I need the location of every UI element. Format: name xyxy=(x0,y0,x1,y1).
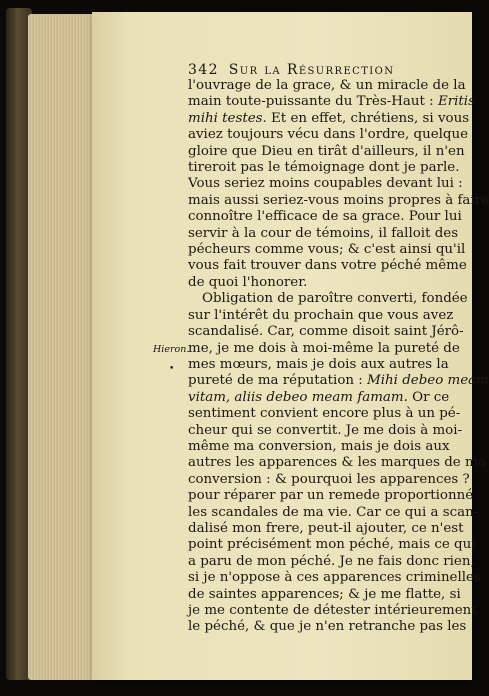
text-line: sentiment convient encore plus à un pé- xyxy=(188,406,461,422)
text-line: autres les apparences & les marques de ma xyxy=(188,455,486,471)
text-line: me, je me dois à moi-même la pureté de xyxy=(188,340,460,356)
text-line: aviez toujours vécu dans l'ordre, quelque xyxy=(188,127,469,143)
text-line: je me contente de détester intérieurement xyxy=(188,603,477,618)
text-line: mes mœurs, mais je dois aux autres la xyxy=(188,356,449,372)
text-line: pécheurs comme vous; & c'est ainsi qu'il xyxy=(188,242,466,258)
page-number: 342 xyxy=(188,62,219,78)
text-line: conversion : & pourquoi les apparences ? xyxy=(188,471,470,487)
text-line: gloire que Dieu en tirât d'ailleurs, il n'en xyxy=(188,143,465,159)
text-line: si je n'oppose à ces apparences criminelles xyxy=(188,570,481,586)
text-line: même ma conversion, mais je dois aux xyxy=(188,438,450,454)
text-line: servir à la cour de témoins, il falloit des xyxy=(188,225,459,241)
text-line: main toute-puissante du Très-Haut : Eritis xyxy=(188,94,475,110)
page-edges xyxy=(28,14,98,680)
text-line: les scandales de ma vie. Car ce qui a scan- xyxy=(188,504,479,520)
text-line: pureté de ma réputation : Mihi debeo meam xyxy=(188,373,489,389)
text-line: mais aussi seriez-vous moins propres à faire xyxy=(188,192,489,208)
margin-mark: • xyxy=(169,364,175,374)
text-line: dalisé mon frere, peut-il ajouter, ce n'est xyxy=(188,520,464,536)
text-line: de saintes apparences; & je me flatte, si xyxy=(188,586,461,602)
margin-note: Hieron. xyxy=(153,344,190,355)
text-line: l'ouvrage de la grace, & un miracle de la xyxy=(188,78,466,93)
running-title: Sur la Résurrection xyxy=(228,62,395,78)
text-line: scandalisé. Car, comme disoit saint Jérô- xyxy=(188,324,464,340)
text-line: mihi testes. Et en effet, chrétiens, si vous xyxy=(188,110,470,126)
text-line: a paru de mon péché. Je ne fais donc rien, xyxy=(188,553,475,569)
text-line: connoître l'efficace de sa grace. Pour lui xyxy=(188,209,462,225)
text-line: le péché, & que je n'en retranche pas les xyxy=(188,619,467,635)
text-line: Vous seriez moins coupables devant lui : xyxy=(188,176,463,192)
text-line: Obligation de paroître converti, fondée xyxy=(202,291,468,307)
page-header xyxy=(188,62,418,78)
text-line: point précisément mon péché, mais ce qui xyxy=(188,537,476,553)
text-line: vous fait trouver dans votre péché même xyxy=(188,258,467,274)
text-line: de quoi l'honorer. xyxy=(188,274,308,290)
body-text xyxy=(188,78,489,636)
text-line: vitam, aliis debeo meam famam. Or ce xyxy=(188,389,450,405)
text-line: pour réparer par un remede proportionné xyxy=(188,488,474,504)
text-line: cheur qui se convertit. Je me dois à moi- xyxy=(188,422,463,438)
text-line: sur l'intérêt du prochain que vous avez xyxy=(188,307,454,323)
text-line: tireroit pas le témoignage dont je parle. xyxy=(188,160,460,176)
